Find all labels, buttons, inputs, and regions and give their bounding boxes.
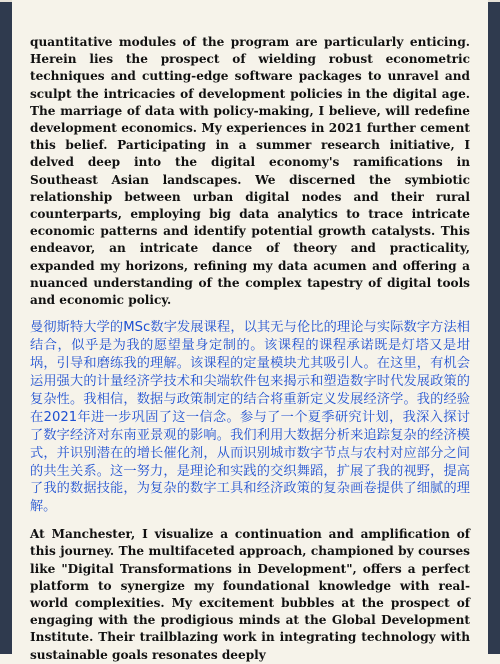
english-paragraph-2: At Manchester, I visualize a continuation and amplification of this journey. The multifaceted approach, championed by courses like "Digital Transformations in Development", offers a perfect platform to synergize my foundational knowledge with real-world complexities. My excitement bubbles at the prospect of engaging with the prodigious minds at the Global Development Institute. Their trailblazing work in integrating technology with sustainable goals resonates deeply [30, 527, 470, 662]
english-paragraph-1: quantitative modules of the program are particularly enticing. Herein lies the prospect of wielding robust econometric techniques and cutting-edge software packages to unravel and sculpt the intricacies of development policies in the digital age. The marriage of data with policy-making, I believe, will redefine development economics. My experiences in 2021 further cement this belief. Participating in a summer research initiative, I delved deep into the digital economy's ramifications in Southeast Asian landscapes. We discerned the symbiotic relationship between urban digital nodes and their rural counterparts, employing big data analytics to trace intricate economic patterns and identify potential growth catalysts. This endeavor, an intricate dance of theory and practicality, expanded my horizons, refining my data acumen and offering a nuanced understanding of the complex tapestry of digital tools and economic policy. [30, 35, 470, 308]
document-sheet [12, 0, 488, 662]
chinese-paragraph: 曼彻斯特大学的MSc数字发展课程，以其无与伦比的理论与实际数字方法相结合，似乎是为我的愿望量身定制的。该课程的课程承诺既是灯塔又是坩埚，引导和磨练我的理解。该课程的定量模块尤其吸引人。在这里，有机会运用强大的计量经济学技术和尖端软件包来揭示和塑造数字时代发展政策的复杂性。我相信，数据与政策制定的结合将重新定义发展经济学。我的经验在2021年进一步巩固了这一信念。参与了一个夏季研究计划，我深入探讨了数字经济对东南亚景观的影响。我们利用大数据分析来追踪复杂的经济模式，并识别潜在的增长催化剂，从而识别城市数字节点与农村对应部分之间的共生关系。这一努力，是理论和实践的交织舞蹈，扩展了我的视野，提高了我的数据技能，为复杂的数字工具和经济政策的复杂画卷提供了细腻的理解。 [30, 320, 470, 515]
